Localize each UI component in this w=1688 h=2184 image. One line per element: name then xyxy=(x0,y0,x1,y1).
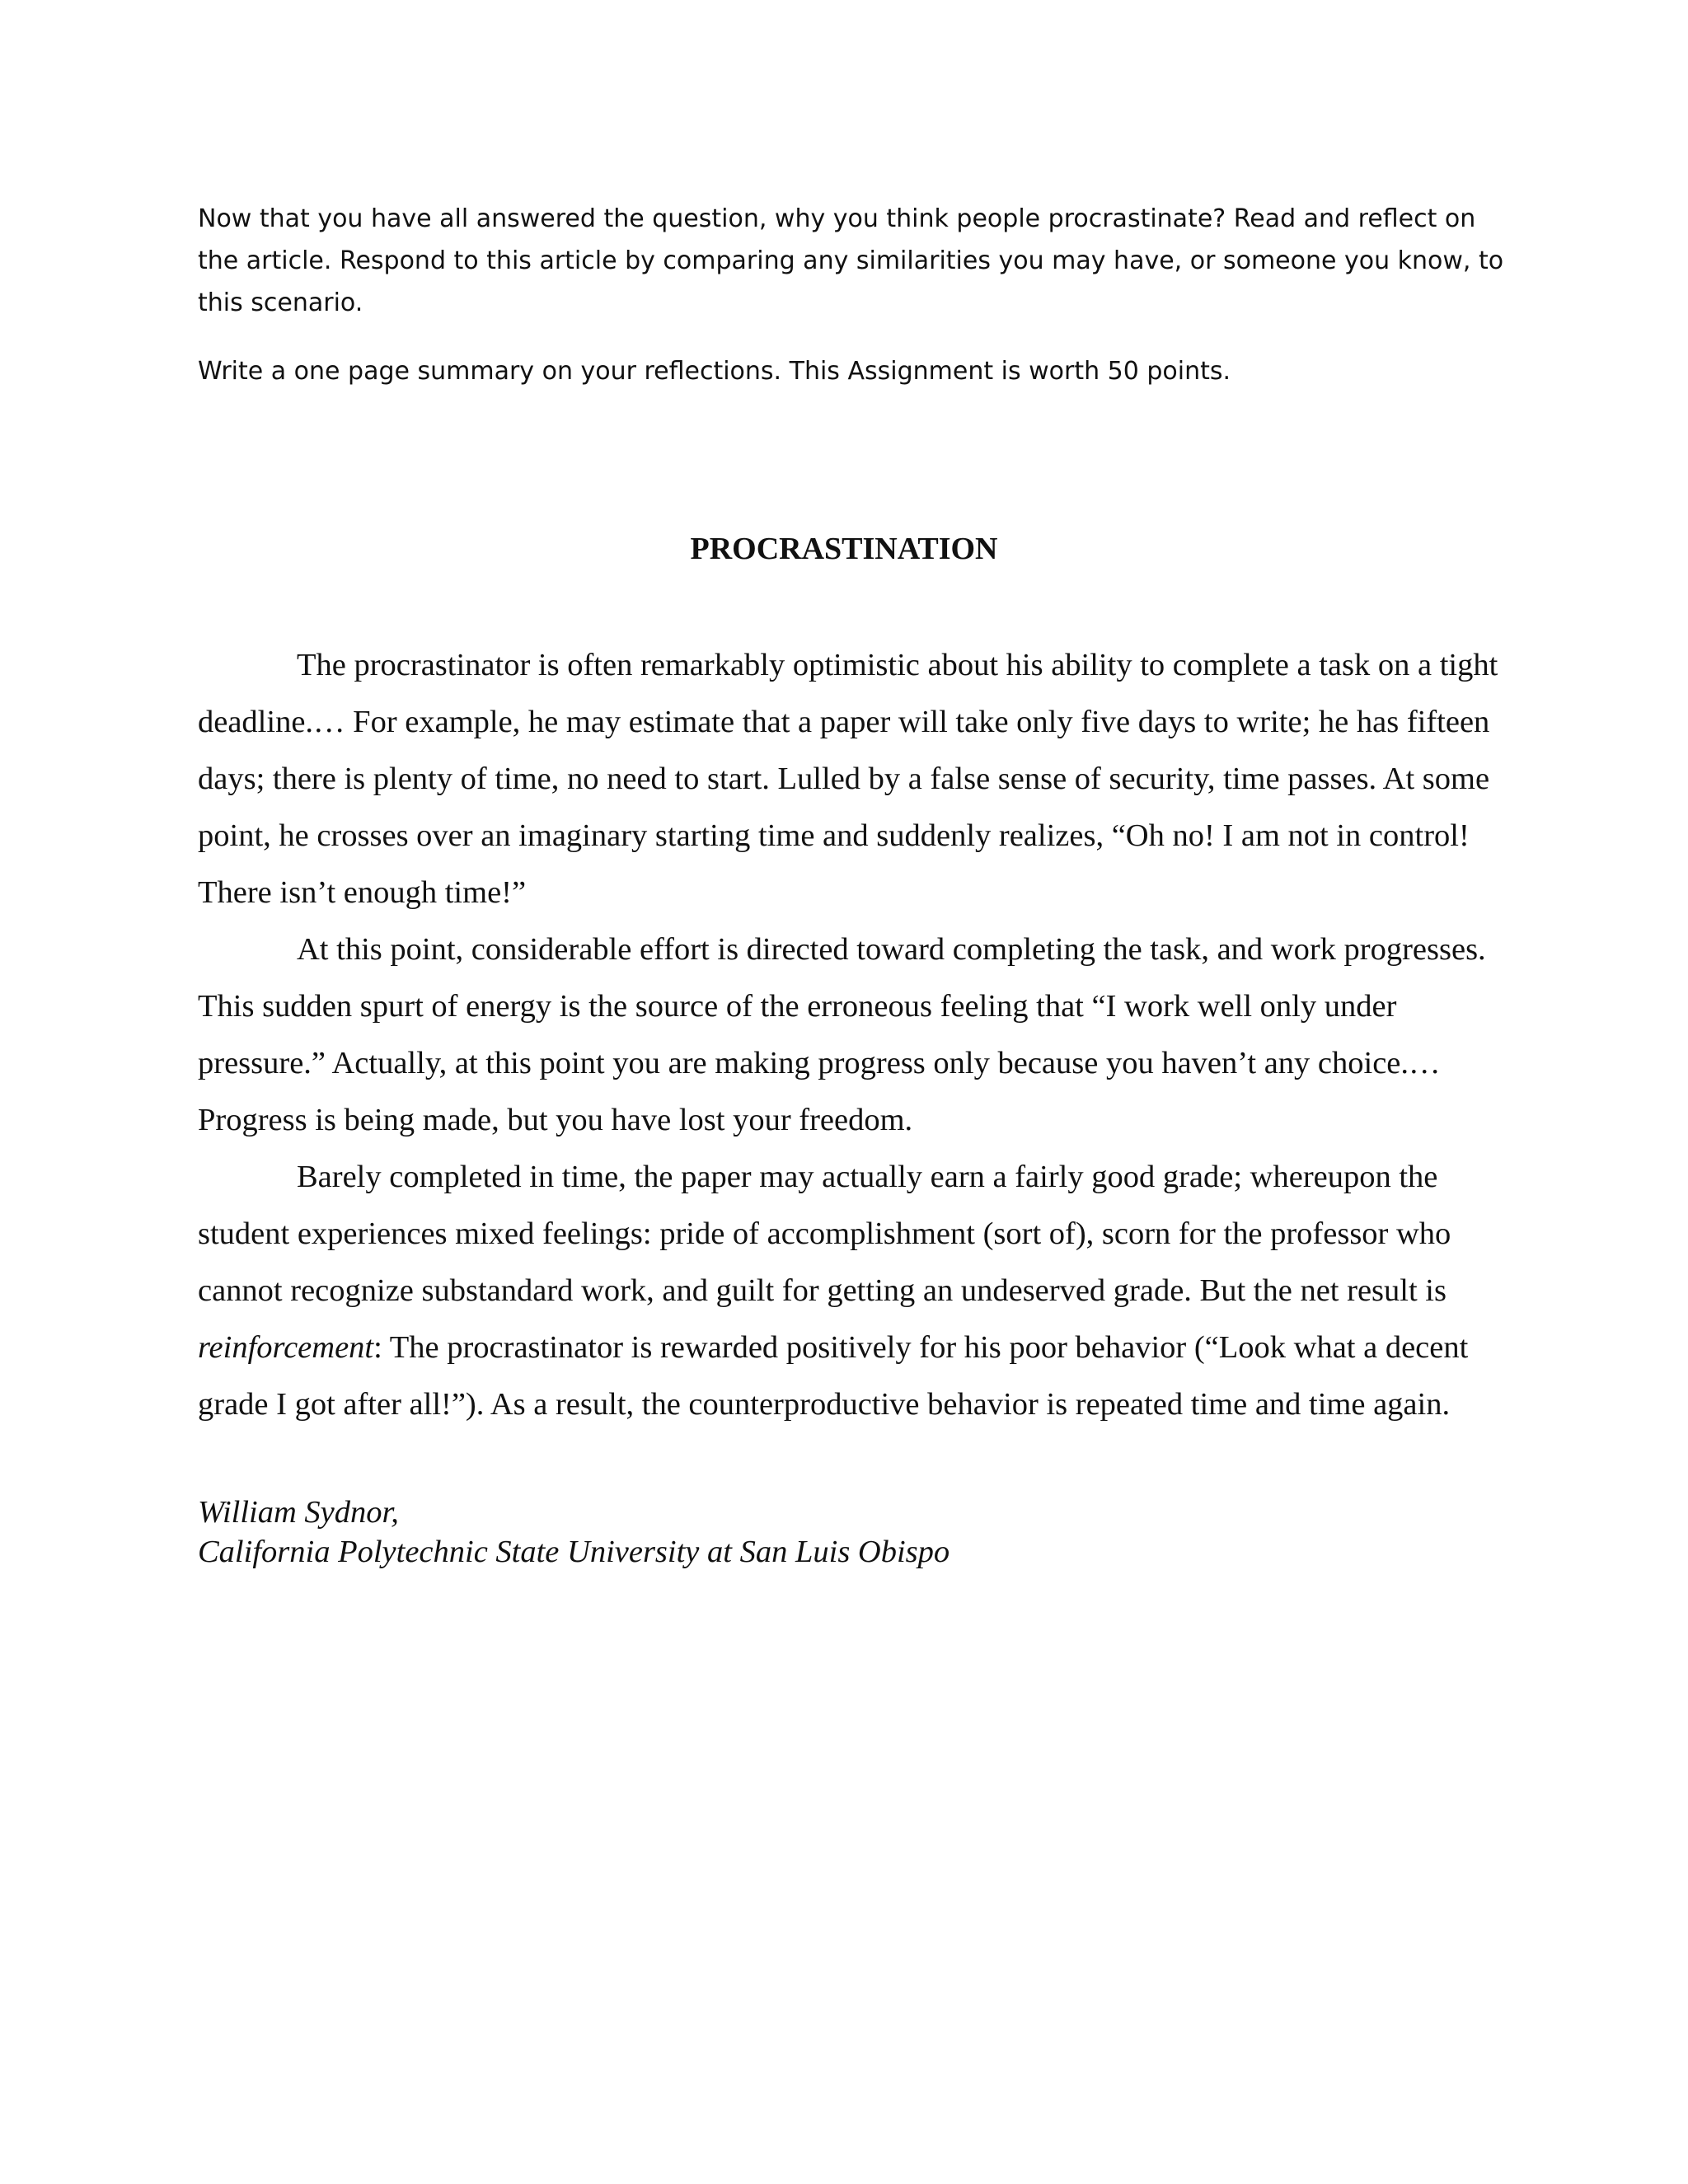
article-paragraph-2: At this point, considerable effort is directed toward completing the task, and work progresses. This sudden spurt of energy is the source of the erroneous feeling that “I work well only under pressure.” Actually, at this point you are making progress only because you haven’t any choice.… Progress is being made, but you have lost your freedom. xyxy=(198,932,1486,1137)
article-body xyxy=(198,637,1500,1433)
article-paragraph-1: The procrastinator is often remarkably optimistic about his ability to complete a task on a tight deadline.… For example, he may estimate that a paper will take only five days to write; he has fifteen days; there is plenty of time, no need to start. Lulled by a false sense of security, time passes. At some point, he crosses over an imaginary starting time and suddenly realizes, “Oh no! I am not in control! There isn’t enough time!” xyxy=(198,648,1498,910)
article-attribution xyxy=(198,1493,950,1572)
article-paragraph-3-end: : The procrastinator is rewarded positively for his poor behavior (“Look what a decent grade I got after all!”). As a result, the counterproductive behavior is repeated time and time again. xyxy=(198,1330,1469,1422)
author-name: William Sydnor, xyxy=(198,1495,399,1530)
article-emphasis-reinforcement: reinforcement xyxy=(198,1330,374,1365)
article-paragraph-3 xyxy=(198,1149,1500,1433)
article-title: PROCRASTINATION xyxy=(690,532,998,566)
author-affiliation: California Polytechnic State University at San Luis Obispo xyxy=(198,1535,950,1569)
instructions-points-note: Write a one page summary on your reflections. This Assignment is worth 50 points. xyxy=(198,357,1231,386)
instructions-paragraph: Now that you have all answered the question, why you think people procrastinate? Read and reflect on the article. Respond to this article by comparing any similarities you may have, or someone you know, to this scenario. xyxy=(198,204,1504,317)
assignment-instructions xyxy=(198,198,1517,392)
article-paragraph-3-start: Barely completed in time, the paper may actually earn a fairly good grade; whereupon the student experiences mixed feelings: pride of accomplishment (sort of), scorn for the professor who cannot recognize substandard work, and guilt for getting an undeserved grade. But the net result is xyxy=(198,1160,1451,1308)
